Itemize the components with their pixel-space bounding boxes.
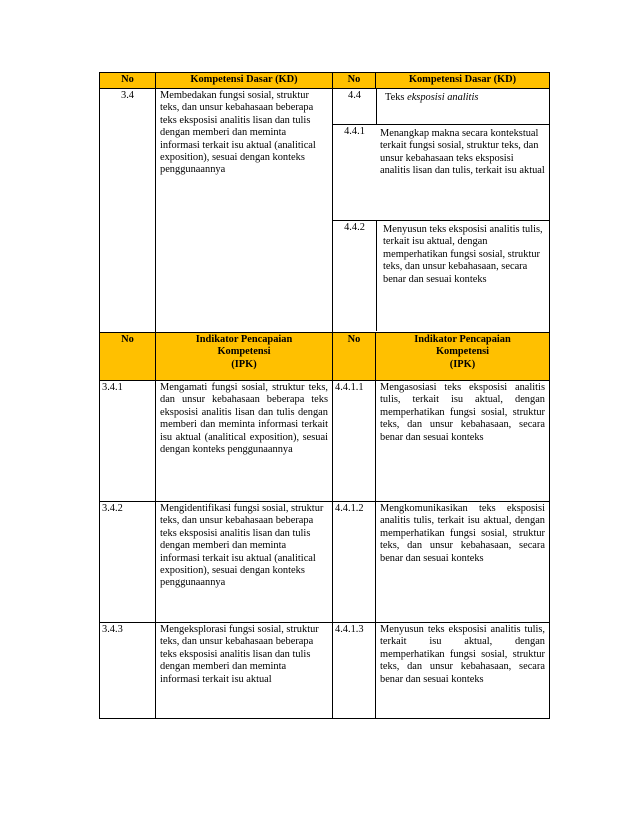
kd-right-text-prefix: Teks [385, 92, 408, 103]
ipk-row [100, 381, 550, 502]
kd-right-item [333, 125, 549, 221]
kd-right-number: 4.4.2 [344, 222, 365, 233]
ipk-left-text: Mengamati fungsi sosial, struktur teks, dan unsur kebahasaan beberapa teks eksposisi analitis lisan dan tulis dengan memberi dan meminta informasi terkait isu aktual (analitical exposition), sesuai dengan konteks penggunaannya [160, 382, 328, 456]
kd-right-text: Menangkap makna secara kontekstual terkait fungsi sosial, struktur teks, dan unsur kebahasaan teks eksposisi analitis lisan dan tulis, terkait isu aktual [380, 128, 545, 177]
kd-right-text [376, 89, 549, 124]
ipk-header-title-right-line: (IPK) [449, 358, 476, 370]
ipk-left-text-cell [156, 623, 333, 719]
ipk-right-text: Mengasosiasi teks eksposisi analitis tulis, terkait isu aktual, dengan memperhatikan fungsi sosial, struktur teks, dan unsur kebahasaan, secara benar dan sesuai konteks [380, 382, 545, 443]
ipk-header-title-left-line: Indikator Pencapaian [195, 334, 293, 345]
kd-header-no-right: No [333, 73, 376, 89]
ipk-left-number-cell [100, 623, 156, 719]
ipk-right-number: 4.4.1.3 [335, 624, 364, 635]
kd-header-title-right: Kompetensi Dasar (KD) [376, 73, 550, 89]
ipk-left-text-cell [156, 502, 333, 623]
kd-left-text-cell [156, 89, 333, 333]
ipk-left-number: 3.4.2 [102, 503, 123, 514]
kd-left-number: 3.4 [121, 90, 134, 101]
ipk-header-title-right [376, 333, 550, 381]
kd-header-title-left: Kompetensi Dasar (KD) [156, 73, 333, 89]
ipk-right-number: 4.4.1.1 [335, 382, 364, 393]
ipk-header-no-right: No [333, 333, 376, 381]
kd-body-row [100, 89, 550, 333]
ipk-row [100, 502, 550, 623]
ipk-right-number-cell [333, 381, 376, 502]
kd-left-text: Membedakan fungsi sosial, struktur teks, dan unsur kebahasaan beberapa teks eksposisi analitis lisan dan tulis dengan memberi dan meminta informasi terkait isu aktual (analitical exposition), sesuai dengan konteks penggunaannya [160, 90, 316, 176]
kd-right-text: Menyusun teks eksposisi analitis tulis, terkait isu aktual, dengan memperhatikan fungsi sosial, struktur teks, dan unsur kebahasaan, secara benar dan sesuai konteks [376, 221, 549, 331]
ipk-header-title-left-line: (IPK) [231, 358, 257, 370]
ipk-left-number: 3.4.1 [102, 382, 123, 393]
competency-table [99, 72, 550, 719]
kd-header-row [100, 73, 550, 89]
ipk-right-text: Mengkomunikasikan teks eksposisi analitis tulis, terkait isu aktual, dengan memperhatikan fungsi sosial, struktur teks, dan unsur kebahasaan, secara benar dan sesuai konteks [380, 503, 545, 564]
ipk-left-number-cell [100, 502, 156, 623]
ipk-right-number-cell [333, 623, 376, 719]
ipk-left-number-cell [100, 381, 156, 502]
ipk-left-text: Mengeksplorasi fungsi sosial, struktur teks, dan unsur kebahasaan beberapa teks eksposisi analitis lisan dan tulis dengan memberi dan meminta informasi terkait isu aktual [160, 624, 319, 685]
ipk-left-text: Mengidentifikasi fungsi sosial, struktur teks, dan unsur kebahasaan beberapa teks eksposisi analitis lisan dan tulis dengan memberi dan meminta informasi terkait isu aktual (analitical exposition), sesuai dengan konteks penggunaannya [160, 503, 324, 589]
ipk-right-text-cell [376, 623, 550, 719]
kd-right-item [333, 221, 549, 331]
kd-right-cell [333, 89, 550, 333]
ipk-right-number: 4.4.1.2 [335, 503, 364, 514]
ipk-right-text-cell [376, 502, 550, 623]
ipk-header-title-right-line: Indikator Pencapaian [414, 334, 511, 345]
kd-right-list [333, 89, 549, 332]
kd-right-number: 4.4.1 [344, 126, 365, 137]
ipk-header-title-left [156, 333, 333, 381]
ipk-right-text: Menyusun teks eksposisi analitis tulis, terkait isu aktual, dengan memperhatikan fungsi sosial, struktur teks, dan unsur kebahasaan, secara benar dan sesuai konteks [380, 624, 545, 685]
ipk-header-title-left-line: Kompetensi [217, 346, 271, 358]
kd-header-no-left: No [100, 73, 156, 89]
kd-right-number: 4.4 [348, 90, 361, 101]
kd-left-number-cell [100, 89, 156, 333]
kd-right-item [333, 89, 549, 125]
ipk-header-row [100, 333, 550, 381]
ipk-header-title-right-line: Kompetensi [435, 346, 490, 358]
ipk-left-text-cell [156, 381, 333, 502]
ipk-right-text-cell [376, 381, 550, 502]
kd-right-text-italic: eksposisi analitis [407, 92, 479, 103]
ipk-left-number: 3.4.3 [102, 624, 123, 635]
ipk-header-no-left: No [100, 333, 156, 381]
ipk-right-number-cell [333, 502, 376, 623]
ipk-row [100, 623, 550, 719]
